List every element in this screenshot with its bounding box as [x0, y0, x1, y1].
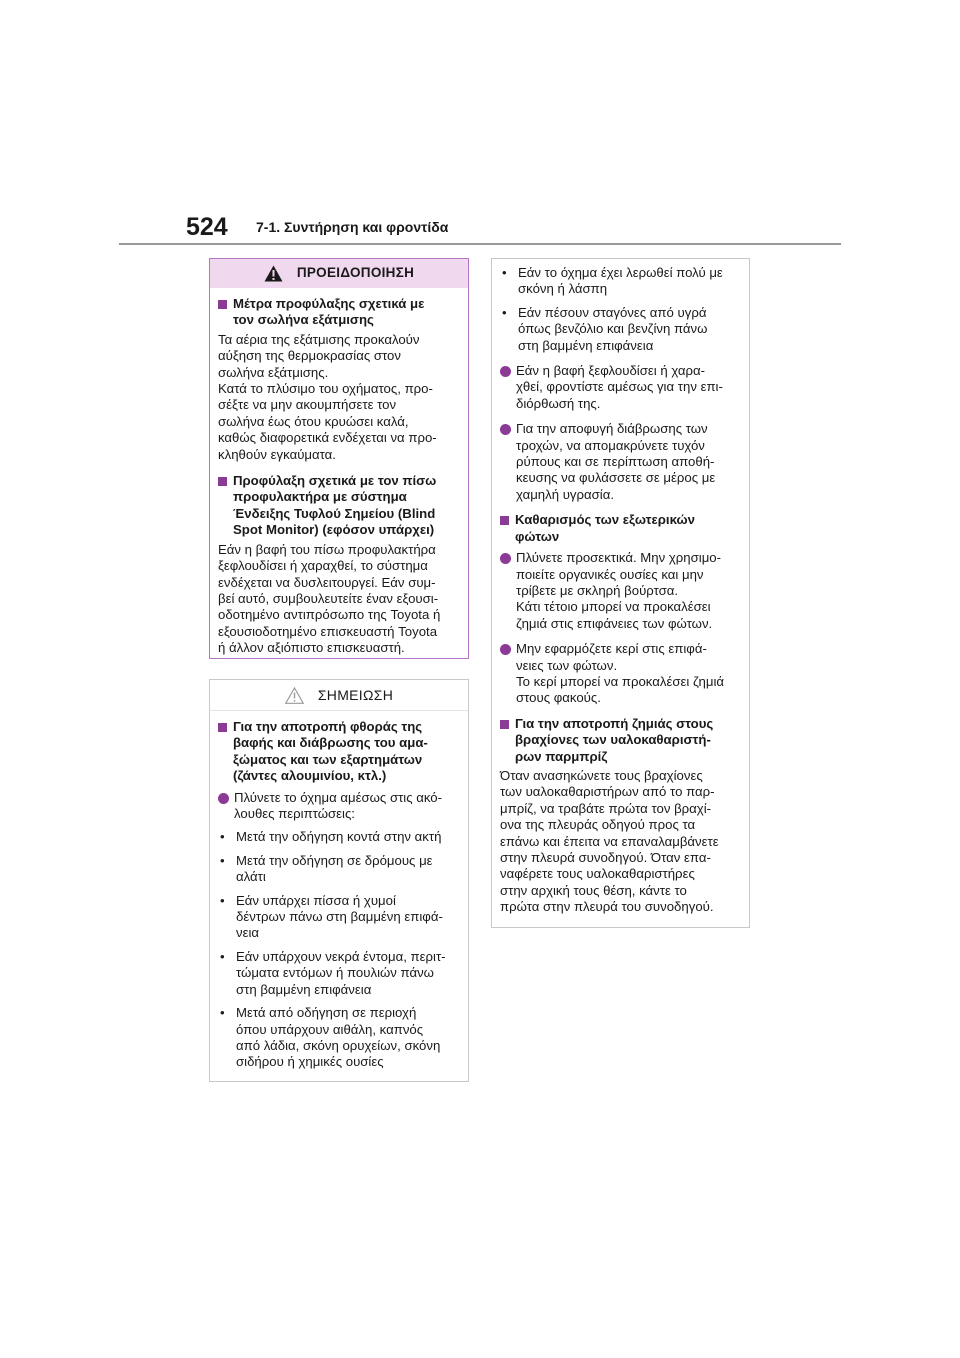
- note-section-lights-heading: Καθαρισμός των εξωτερικών φώτων: [500, 512, 741, 545]
- note-title: ΣΗΜΕΙΩΣΗ: [317, 686, 394, 703]
- warning-header: [210, 259, 468, 288]
- circle-bullet-icon: [500, 366, 511, 377]
- note-header: [210, 680, 468, 711]
- warning-section-bsm-heading: Προφύλαξη σχετικά με τον πίσω προφυλακτήρα με σύστημα Ένδειξης Τυφλού Σημείου (Blind Spot Monitor) (εφόσον υπάρχει): [218, 473, 460, 539]
- page-number: 524: [186, 213, 228, 241]
- note-section-paint-heading: Για την αποτροπή φθοράς της βαφής και διάβρωσης του αμα- ξώματος και των εξαρτημάτων (ζάντες αλουμινίου, κτλ.): [218, 719, 460, 785]
- warning-section-exhaust-text: Τα αέρια της εξάτμισης προκαλούν αύξηση της θερμοκρασίας στον σωλήνα εξάτμισης. Κατά το πλύσιμο του οχήματος, προ- σέξτε να μην ακουμπήσετε τον σωλήνα έως ότου κρυώσει καλά, καθώς διαφορετικά ενδέχεται να προ- κληθούν εγκαύματα.: [218, 331, 437, 462]
- list-item: Πλύνετε το όχημα αμέσως στις ακό- λουθες περιπτώσεις:: [218, 790, 460, 823]
- note-content: [210, 711, 468, 1077]
- note-box: [209, 679, 469, 1082]
- list-item: • Μετά την οδήγηση κοντά στην ακτή: [220, 829, 442, 845]
- caution-triangle-icon: [285, 687, 304, 704]
- warning-section-bsm-text: Εάν η βαφή του πίσω προφυλακτήρα ξεφλουδίσει ή χαραχθεί, το σύστημα ενδέχεται να δυσλειτουργεί. Εάν συμ- βεί αυτό, συμβουλευτείτε έναν εξουσι- οδοτημένο αντιπρόσωπο της Toyota ή εξουσιοδοτημένο επισκευαστή Toyota ή άλλον αξιόπιστο επισκευαστή.: [218, 541, 441, 656]
- square-bullet-icon: [218, 477, 227, 486]
- circle-bullet-icon: [218, 793, 229, 804]
- list-item: • Εάν υπάρχουν νεκρά έντομα, περιτ- τώματα εντόμων ή πουλιών πάνω στη βαμμένη επιφάνεια: [220, 948, 446, 997]
- list-item: Μην εφαρμόζετε κερί στις επιφά- νειες των φώτων. Το κερί μπορεί να προκαλέσει ζημιά στους φακούς.: [500, 641, 741, 707]
- square-bullet-icon: [500, 516, 509, 525]
- chapter-title: 7-1. Συντήρηση και φροντίδα: [256, 219, 449, 235]
- warning-box: [209, 258, 469, 659]
- square-bullet-icon: [218, 300, 227, 309]
- list-item: • Εάν υπάρχει πίσσα ή χυμοί δέντρων πάνω στη βαμμένη επιφά- νεια: [220, 892, 443, 941]
- header-rule: [119, 243, 841, 245]
- circle-bullet-icon: [500, 644, 511, 655]
- circle-bullet-icon: [500, 553, 511, 564]
- square-bullet-icon: [218, 723, 227, 732]
- list-item: Για την αποφυγή διάβρωσης των τροχών, να απομακρύνετε τυχόν ρύπους και σε περίπτωση αποθή- κευσης να φυλάσσετε σε μέρος με χαμηλή υγρασία.: [500, 421, 741, 503]
- list-item: Εάν η βαφή ξεφλουδίσει ή χαρα- χθεί, φροντίστε αμέσως για την επι- διόρθωσή της.: [500, 363, 741, 412]
- page-header: [0, 0, 960, 250]
- list-item: Πλύνετε προσεκτικά. Μην χρησιμο- ποιείτε οργανικές ουσίες και μην τρίβετε με σκληρή βούρτσα. Κάτι τέτοιο μπορεί να προκαλέσει ζημιά στις επιφάνειες των φώτων.: [500, 550, 741, 632]
- warning-section-exhaust-heading: Μέτρα προφύλαξης σχετικά με τον σωλήνα εξάτμισης: [218, 296, 460, 329]
- note-continued-content: [492, 259, 749, 922]
- list-item: • Εάν πέσουν σταγόνες από υγρά όπως βενζόλιο και βενζίνη πάνω στη βαμμένη επιφάνεια: [502, 304, 708, 353]
- note-section-wipers-text: Όταν ανασηκώνετε τους βραχίονες των υαλοκαθαριστήρων από το παρ- μπρίζ, να τραβάτε πρώτα τον βραχί- ονα της πλευράς οδηγού προς τα επάνω και έπειτα να επαναλαμβάνετε στην πλευρά συνοδηγού. Όταν επα- ναφέρετε τους υαλοκαθαριστήρες στην αρχική τους θέση, κάντε το πρώτα στην πλευρά του συνοδηγού.: [500, 767, 719, 915]
- note-box-continued: [491, 258, 750, 928]
- warning-title: ΠΡΟΕΙΔΟΠΟΙΗΣΗ: [296, 265, 415, 281]
- square-bullet-icon: [500, 720, 509, 729]
- list-item: • Μετά από οδήγηση σε περιοχή όπου υπάρχουν αιθάλη, καπνός από λάδια, σκόνη ορυχείων, σκόνη σιδήρου ή χημικές ουσίες: [220, 1005, 441, 1070]
- note-section-wipers-heading: Για την αποτροπή ζημιάς στους βραχίονες των υαλοκαθαριστή- ρων παρμπρίζ: [500, 716, 741, 765]
- list-item: • Εάν το όχημα έχει λερωθεί πολύ με σκόνη ή λάσπη: [502, 265, 723, 297]
- warning-content: [210, 288, 468, 663]
- warning-triangle-icon: [264, 265, 283, 282]
- list-item: • Μετά την οδήγηση σε δρόμους με αλάτι: [220, 852, 433, 885]
- circle-bullet-icon: [500, 424, 511, 435]
